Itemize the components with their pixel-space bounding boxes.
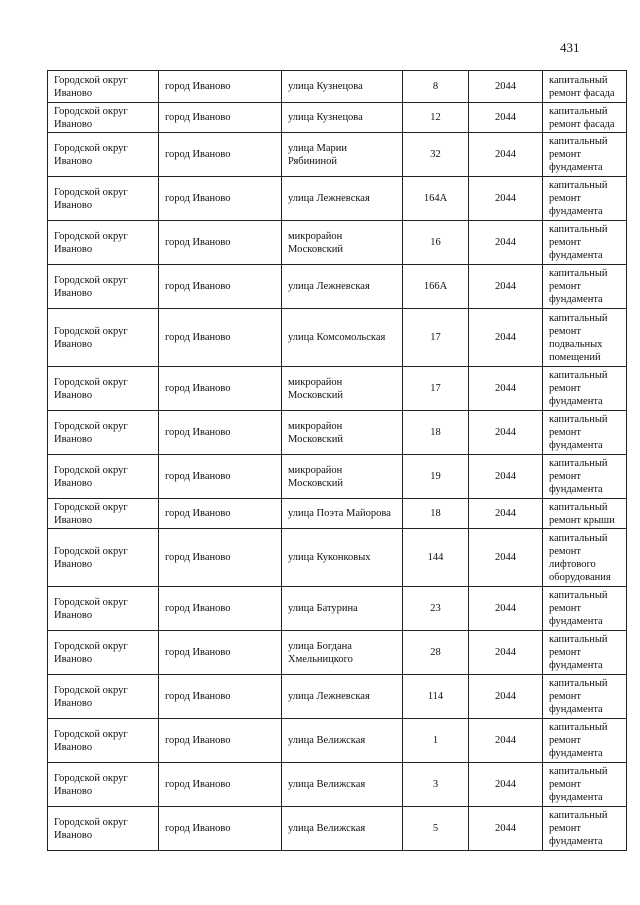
city-cell-text: город Иваново bbox=[165, 193, 231, 204]
district-cell-text: Городской округ Иваново bbox=[54, 501, 128, 526]
page-number: 431 bbox=[560, 40, 580, 55]
street-cell bbox=[282, 763, 403, 807]
district-cell-text: Городской округ Иваново bbox=[54, 142, 128, 167]
work-type-cell-text: капитальный ремонт фундамента bbox=[549, 136, 608, 173]
city-cell bbox=[159, 177, 282, 221]
work-type-cell-text: капитальный ремонт лифтового оборудования bbox=[549, 532, 611, 583]
table-row bbox=[48, 587, 627, 631]
street-cell-text: улица Велижская bbox=[288, 823, 366, 834]
house-number-cell bbox=[403, 529, 469, 587]
table-row bbox=[48, 177, 627, 221]
street-cell-text: улица Велижская bbox=[288, 779, 366, 790]
street-cell-text: микрорайон Московский bbox=[288, 230, 343, 255]
table-row bbox=[48, 309, 627, 367]
year-cell bbox=[469, 177, 543, 221]
street-cell bbox=[282, 807, 403, 851]
year-cell-text: 2044 bbox=[495, 237, 516, 248]
house-number-cell-text: 164А bbox=[423, 193, 448, 204]
district-cell-text: Городской округ Иваново bbox=[54, 728, 128, 753]
work-type-cell bbox=[543, 103, 627, 133]
year-cell-text: 2044 bbox=[495, 471, 516, 482]
street-cell bbox=[282, 221, 403, 265]
work-type-cell bbox=[543, 309, 627, 367]
city-cell bbox=[159, 221, 282, 265]
street-cell-text: улица Лежневская bbox=[288, 281, 370, 292]
house-number-cell-text: 17 bbox=[430, 332, 441, 343]
district-cell-text: Городской округ Иваново bbox=[54, 230, 128, 255]
year-cell bbox=[469, 455, 543, 499]
year-cell-text: 2044 bbox=[495, 383, 516, 394]
year-cell-text: 2044 bbox=[495, 647, 516, 658]
city-cell bbox=[159, 411, 282, 455]
year-cell bbox=[469, 529, 543, 587]
house-number-cell bbox=[403, 103, 469, 133]
table-row bbox=[48, 103, 627, 133]
house-number-cell bbox=[403, 309, 469, 367]
district-cell bbox=[48, 675, 159, 719]
district-cell-text: Городской округ Иваново bbox=[54, 772, 128, 797]
work-type-cell-text: капитальный ремонт крыши bbox=[549, 501, 615, 526]
work-type-cell bbox=[543, 529, 627, 587]
street-cell-text: улица Кузнецова bbox=[288, 81, 363, 92]
district-cell bbox=[48, 411, 159, 455]
street-cell bbox=[282, 675, 403, 719]
year-cell bbox=[469, 631, 543, 675]
city-cell-text: город Иваново bbox=[165, 149, 231, 160]
city-cell bbox=[159, 587, 282, 631]
work-type-cell bbox=[543, 719, 627, 763]
house-number-cell bbox=[403, 71, 469, 103]
house-number-cell bbox=[403, 719, 469, 763]
street-cell-text: улица Куконковых bbox=[288, 552, 371, 563]
work-type-cell-text: капитальный ремонт фундамента bbox=[549, 370, 608, 407]
work-type-cell-text: капитальный ремонт фасада bbox=[549, 74, 615, 99]
street-cell-text: улица Поэта Майорова bbox=[288, 508, 391, 519]
house-number-cell bbox=[403, 499, 469, 529]
street-cell-text: улица Марии Рябининой bbox=[288, 142, 348, 167]
city-cell bbox=[159, 103, 282, 133]
street-cell-text: микрорайон Московский bbox=[288, 464, 343, 489]
table-row bbox=[48, 221, 627, 265]
year-cell bbox=[469, 763, 543, 807]
city-cell-text: город Иваново bbox=[165, 383, 231, 394]
work-type-cell-text: капитальный ремонт фундамента bbox=[549, 458, 608, 495]
work-type-cell bbox=[543, 807, 627, 851]
work-type-cell bbox=[543, 71, 627, 103]
work-type-cell-text: капитальный ремонт фундамента bbox=[549, 810, 608, 847]
district-cell-text: Городской округ Иваново bbox=[54, 376, 128, 401]
city-cell-text: город Иваново bbox=[165, 332, 231, 343]
work-type-cell bbox=[543, 499, 627, 529]
year-cell-text: 2044 bbox=[495, 552, 516, 563]
district-cell-text: Городской округ Иваново bbox=[54, 420, 128, 445]
house-number-cell-text: 28 bbox=[430, 647, 441, 658]
year-cell bbox=[469, 221, 543, 265]
street-cell-text: улица Лежневская bbox=[288, 691, 370, 702]
street-cell-text: улица Лежневская bbox=[288, 193, 370, 204]
district-cell-text: Городской округ Иваново bbox=[54, 596, 128, 621]
work-type-cell-text: капитальный ремонт фундамента bbox=[549, 268, 608, 305]
house-number-cell-text: 166А bbox=[423, 281, 448, 292]
house-number-cell-text: 8 bbox=[432, 81, 439, 92]
street-cell bbox=[282, 411, 403, 455]
district-cell-text: Городской округ Иваново bbox=[54, 816, 128, 841]
house-number-cell-text: 16 bbox=[430, 237, 441, 248]
table-row bbox=[48, 719, 627, 763]
city-cell-text: город Иваново bbox=[165, 603, 231, 614]
house-number-cell-text: 5 bbox=[432, 823, 439, 834]
year-cell bbox=[469, 265, 543, 309]
street-cell bbox=[282, 103, 403, 133]
district-cell bbox=[48, 631, 159, 675]
year-cell bbox=[469, 71, 543, 103]
street-cell-text: улица Батурина bbox=[288, 603, 358, 614]
work-type-cell bbox=[543, 411, 627, 455]
house-number-cell bbox=[403, 177, 469, 221]
street-cell bbox=[282, 529, 403, 587]
year-cell-text: 2044 bbox=[495, 193, 516, 204]
street-cell bbox=[282, 177, 403, 221]
table-row bbox=[48, 455, 627, 499]
city-cell-text: город Иваново bbox=[165, 779, 231, 790]
district-cell bbox=[48, 309, 159, 367]
city-cell bbox=[159, 499, 282, 529]
district-cell bbox=[48, 133, 159, 177]
year-cell bbox=[469, 587, 543, 631]
work-type-cell bbox=[543, 587, 627, 631]
district-cell bbox=[48, 71, 159, 103]
city-cell-text: город Иваново bbox=[165, 427, 231, 438]
district-cell-text: Городской округ Иваново bbox=[54, 186, 128, 211]
city-cell bbox=[159, 807, 282, 851]
city-cell-text: город Иваново bbox=[165, 691, 231, 702]
house-number-cell bbox=[403, 675, 469, 719]
city-cell-text: город Иваново bbox=[165, 552, 231, 563]
work-type-cell bbox=[543, 455, 627, 499]
work-type-cell-text: капитальный ремонт фундамента bbox=[549, 590, 608, 627]
year-cell bbox=[469, 719, 543, 763]
year-cell bbox=[469, 103, 543, 133]
district-cell bbox=[48, 719, 159, 763]
work-type-cell-text: капитальный ремонт фундамента bbox=[549, 180, 608, 217]
year-cell bbox=[469, 133, 543, 177]
table-row bbox=[48, 631, 627, 675]
street-cell bbox=[282, 309, 403, 367]
street-cell bbox=[282, 631, 403, 675]
city-cell-text: город Иваново bbox=[165, 508, 231, 519]
city-cell bbox=[159, 309, 282, 367]
house-number-cell bbox=[403, 763, 469, 807]
year-cell-text: 2044 bbox=[495, 735, 516, 746]
table-row bbox=[48, 529, 627, 587]
house-number-cell-text: 3 bbox=[432, 779, 439, 790]
table-row bbox=[48, 265, 627, 309]
city-cell-text: город Иваново bbox=[165, 735, 231, 746]
street-cell-text: улица Велижская bbox=[288, 735, 366, 746]
city-cell-text: город Иваново bbox=[165, 647, 231, 658]
district-cell-text: Городской округ Иваново bbox=[54, 274, 128, 299]
city-cell-text: город Иваново bbox=[165, 81, 231, 92]
street-cell bbox=[282, 367, 403, 411]
district-cell-text: Городской округ Иваново bbox=[54, 74, 128, 99]
year-cell bbox=[469, 367, 543, 411]
district-cell bbox=[48, 265, 159, 309]
city-cell bbox=[159, 719, 282, 763]
district-cell-text: Городской округ Иваново bbox=[54, 545, 128, 570]
work-type-cell bbox=[543, 265, 627, 309]
house-number-cell bbox=[403, 265, 469, 309]
house-number-cell bbox=[403, 807, 469, 851]
house-number-cell bbox=[403, 587, 469, 631]
city-cell-text: город Иваново bbox=[165, 237, 231, 248]
street-cell-text: микрорайон Московский bbox=[288, 376, 343, 401]
street-cell bbox=[282, 133, 403, 177]
house-number-cell bbox=[403, 367, 469, 411]
city-cell bbox=[159, 367, 282, 411]
city-cell-text: город Иваново bbox=[165, 281, 231, 292]
district-cell-text: Городской округ Иваново bbox=[54, 684, 128, 709]
district-cell bbox=[48, 499, 159, 529]
city-cell bbox=[159, 71, 282, 103]
year-cell-text: 2044 bbox=[495, 332, 516, 343]
work-type-cell-text: капитальный ремонт фундамента bbox=[549, 766, 608, 803]
street-cell-text: улица Кузнецова bbox=[288, 112, 363, 123]
district-cell bbox=[48, 221, 159, 265]
year-cell-text: 2044 bbox=[495, 823, 516, 834]
work-type-cell bbox=[543, 631, 627, 675]
work-type-cell bbox=[543, 675, 627, 719]
district-cell-text: Городской округ Иваново bbox=[54, 464, 128, 489]
work-type-cell bbox=[543, 221, 627, 265]
district-cell bbox=[48, 103, 159, 133]
city-cell-text: город Иваново bbox=[165, 112, 231, 123]
district-cell-text: Городской округ Иваново bbox=[54, 325, 128, 350]
house-number-cell-text: 17 bbox=[430, 383, 441, 394]
year-cell-text: 2044 bbox=[495, 81, 516, 92]
work-type-cell-text: капитальный ремонт фасада bbox=[549, 105, 615, 130]
street-cell bbox=[282, 455, 403, 499]
table-row bbox=[48, 763, 627, 807]
district-cell bbox=[48, 367, 159, 411]
house-number-cell-text: 18 bbox=[430, 508, 441, 519]
table-row bbox=[48, 133, 627, 177]
house-number-cell bbox=[403, 133, 469, 177]
district-cell bbox=[48, 177, 159, 221]
district-cell-text: Городской округ Иваново bbox=[54, 640, 128, 665]
table-row bbox=[48, 367, 627, 411]
district-cell bbox=[48, 455, 159, 499]
house-number-cell bbox=[403, 411, 469, 455]
street-cell-text: улица Богдана Хмельницкого bbox=[288, 640, 353, 665]
repair-schedule-table bbox=[47, 70, 627, 851]
work-type-cell-text: капитальный ремонт фундамента bbox=[549, 634, 608, 671]
work-type-cell-text: капитальный ремонт подвальных помещений bbox=[549, 312, 608, 363]
year-cell bbox=[469, 807, 543, 851]
house-number-cell-text: 1 bbox=[432, 735, 439, 746]
table-row bbox=[48, 807, 627, 851]
house-number-cell-text: 19 bbox=[430, 471, 441, 482]
street-cell bbox=[282, 587, 403, 631]
year-cell-text: 2044 bbox=[495, 691, 516, 702]
district-cell-text: Городской округ Иваново bbox=[54, 105, 128, 130]
city-cell-text: город Иваново bbox=[165, 471, 231, 482]
street-cell bbox=[282, 499, 403, 529]
house-number-cell bbox=[403, 631, 469, 675]
city-cell bbox=[159, 675, 282, 719]
district-cell bbox=[48, 529, 159, 587]
city-cell bbox=[159, 265, 282, 309]
city-cell bbox=[159, 529, 282, 587]
district-cell bbox=[48, 587, 159, 631]
year-cell-text: 2044 bbox=[495, 508, 516, 519]
year-cell-text: 2044 bbox=[495, 603, 516, 614]
district-cell bbox=[48, 807, 159, 851]
house-number-cell-text: 114 bbox=[427, 691, 444, 702]
year-cell bbox=[469, 675, 543, 719]
work-type-cell-text: капитальный ремонт фундамента bbox=[549, 722, 608, 759]
house-number-cell bbox=[403, 221, 469, 265]
city-cell bbox=[159, 133, 282, 177]
district-cell bbox=[48, 763, 159, 807]
table-row bbox=[48, 411, 627, 455]
table-row bbox=[48, 71, 627, 103]
house-number-cell-text: 32 bbox=[430, 149, 441, 160]
year-cell-text: 2044 bbox=[495, 281, 516, 292]
work-type-cell-text: капитальный ремонт фундамента bbox=[549, 414, 608, 451]
work-type-cell bbox=[543, 763, 627, 807]
year-cell-text: 2044 bbox=[495, 149, 516, 160]
house-number-cell bbox=[403, 455, 469, 499]
year-cell bbox=[469, 499, 543, 529]
house-number-cell-text: 12 bbox=[430, 112, 441, 123]
house-number-cell-text: 18 bbox=[430, 427, 441, 438]
table-row bbox=[48, 499, 627, 529]
street-cell-text: улица Комсомольская bbox=[288, 332, 386, 343]
house-number-cell-text: 23 bbox=[430, 603, 441, 614]
work-type-cell-text: капитальный ремонт фундамента bbox=[549, 224, 608, 261]
street-cell bbox=[282, 71, 403, 103]
work-type-cell bbox=[543, 177, 627, 221]
year-cell bbox=[469, 309, 543, 367]
work-type-cell-text: капитальный ремонт фундамента bbox=[549, 678, 608, 715]
street-cell bbox=[282, 719, 403, 763]
table-row bbox=[48, 675, 627, 719]
city-cell-text: город Иваново bbox=[165, 823, 231, 834]
city-cell bbox=[159, 455, 282, 499]
year-cell bbox=[469, 411, 543, 455]
year-cell-text: 2044 bbox=[495, 112, 516, 123]
table-body bbox=[48, 71, 627, 851]
year-cell-text: 2044 bbox=[495, 779, 516, 790]
city-cell bbox=[159, 763, 282, 807]
street-cell-text: микрорайон Московский bbox=[288, 420, 343, 445]
work-type-cell bbox=[543, 367, 627, 411]
year-cell-text: 2044 bbox=[495, 427, 516, 438]
house-number-cell-text: 144 bbox=[427, 552, 444, 563]
work-type-cell bbox=[543, 133, 627, 177]
city-cell bbox=[159, 631, 282, 675]
street-cell bbox=[282, 265, 403, 309]
